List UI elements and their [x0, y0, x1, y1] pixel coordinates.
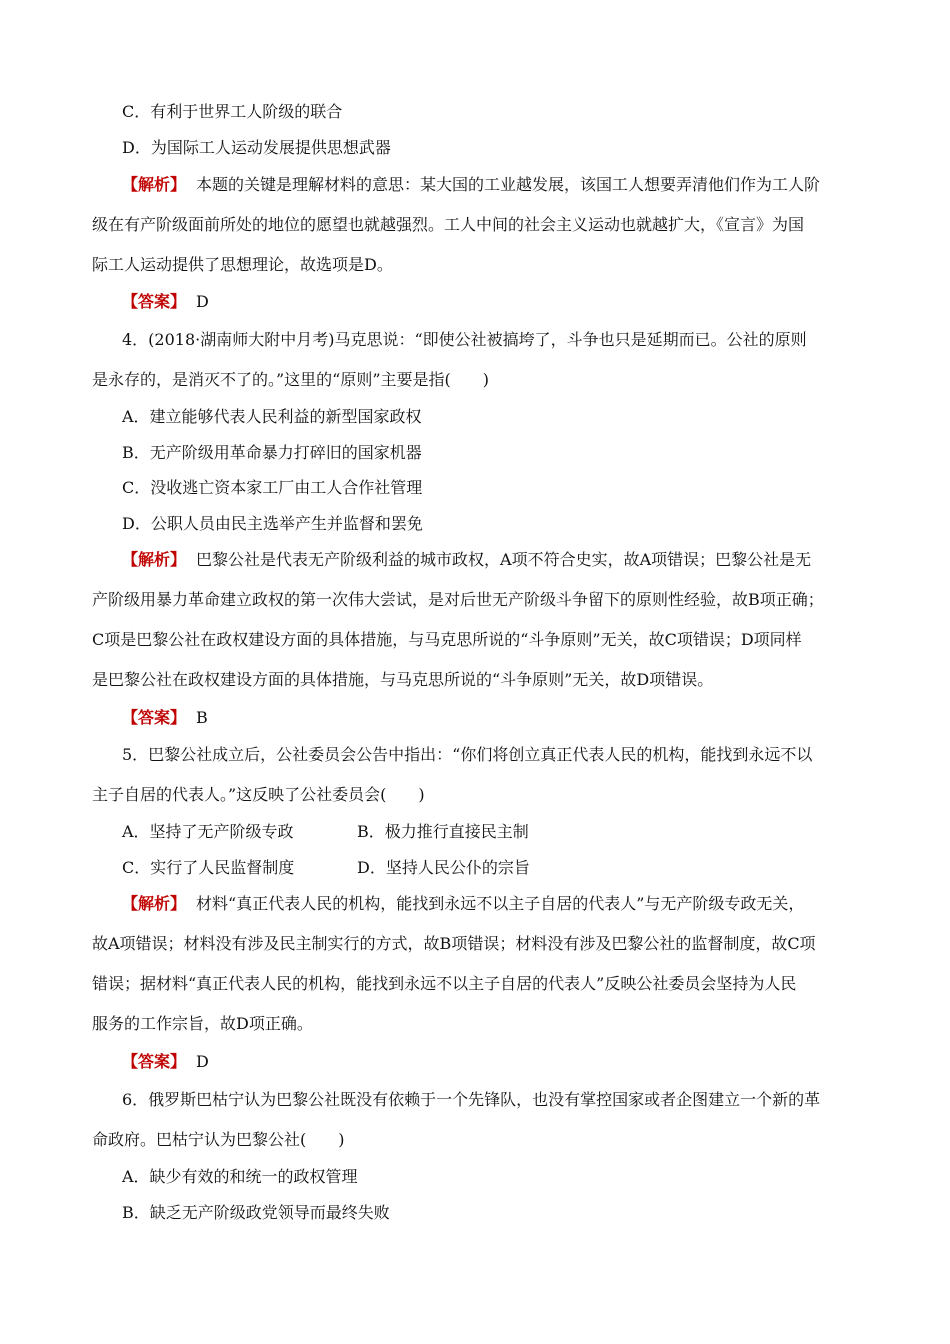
q3-analysis-line-1: 【解析】 本题的关键是理解材料的意思：某大国的工业越发展，该国工人想要弄清他们作为工人阶	[122, 175, 821, 194]
q5-analysis-line-2: 故A项错误；材料没有涉及民主制实行的方式，故B项错误；材料没有涉及巴黎公社的监督制度，故C项	[92, 934, 816, 953]
q3-analysis-line-3: 际工人运动提供了思想理论，故选项是D。	[92, 255, 393, 274]
q4-option-c: C．没收逃亡资本家工厂由工人合作社管理	[122, 478, 423, 497]
analysis-tag: 【解析】	[122, 175, 187, 194]
analysis-tag: 【解析】	[122, 894, 187, 913]
q5-options-row-1	[122, 822, 529, 842]
q4-answer-value: B	[196, 708, 208, 727]
q4-stem-line-1: 4．(2018·湖南师大附中月考)马克思说：“即使公社被搞垮了，斗争也只是延期而已。公社的原则	[122, 330, 807, 349]
q5-analysis-line-1: 【解析】 材料“真正代表人民的机构，能找到永远不以主子自居的代表人”与无产阶级专政无关，	[122, 894, 805, 913]
analysis-tag: 【解析】	[122, 550, 187, 569]
q5-option-b: B．极力推行直接民主制	[357, 822, 529, 841]
q4-option-d: D．公职人员由民主选举产生并监督和罢免	[122, 514, 423, 533]
q5-analysis-line-4: 服务的工作宗旨，故D项正确。	[92, 1014, 313, 1033]
q5-answer	[122, 1052, 862, 1072]
answer-tag: 【答案】	[122, 708, 187, 727]
q5-option-a: A．坚持了无产阶级专政	[122, 822, 294, 841]
q4-stem-line-2: 是永存的，是消灭不了的。”这里的“原则”主要是指( )	[92, 370, 490, 389]
q4-analysis-line-3: C项是巴黎公社在政权建设方面的具体措施，与马克思所说的“斗争原则”无关，故C项错误；D项同样	[92, 630, 802, 649]
q3-answer-value: D	[196, 292, 209, 311]
q6-stem-line-1: 6．俄罗斯巴枯宁认为巴黎公社既没有依赖于一个先锋队，也没有掌控国家或者企图建立一个新的革	[122, 1090, 821, 1109]
q4-option-b: B．无产阶级用革命暴力打碎旧的国家机器	[122, 443, 422, 462]
answer-tag: 【答案】	[122, 292, 187, 311]
q5-option-c: C．实行了人民监督制度	[122, 858, 295, 877]
q5-stem-line-1: 5．巴黎公社成立后，公社委员会公告中指出：“你们将创立真正代表人民的机构，能找到永远不以	[122, 745, 813, 764]
answer-tag: 【答案】	[122, 1052, 187, 1071]
q6-option-b: B．缺乏无产阶级政党领导而最终失败	[122, 1203, 390, 1222]
q4-analysis-line-2: 产阶级用暴力革命建立政权的第一次伟大尝试，是对后世无产阶级斗争留下的原则性经验，故B项正确；	[92, 590, 824, 609]
q5-analysis-line-3: 错误；据材料“真正代表人民的机构，能找到永远不以主子自居的代表人”反映公社委员会坚持为人民	[92, 974, 797, 993]
q5-stem-line-2: 主子自居的代表人。”这反映了公社委员会( )	[92, 785, 425, 804]
q5-options-row-2	[122, 858, 530, 878]
q3-option-d: D．为国际工人运动发展提供思想武器	[122, 138, 391, 157]
q4-analysis-line-1: 【解析】 巴黎公社是代表无产阶级利益的城市政权，A项不符合史实，故A项错误；巴黎公社是无	[122, 550, 812, 569]
q4-answer	[122, 708, 862, 728]
q3-analysis-line-2: 级在有产阶级面前所处的地位的愿望也就越强烈。工人中间的社会主义运动也就越扩大，《宣言》为国	[92, 215, 805, 234]
q5-answer-value: D	[196, 1052, 209, 1071]
q5-option-d: D．坚持人民公仆的宗旨	[357, 858, 530, 877]
q6-stem-line-2: 命政府。巴枯宁认为巴黎公社( )	[92, 1130, 345, 1149]
q6-option-a: A．缺少有效的和统一的政权管理	[122, 1167, 358, 1186]
q4-analysis-line-4: 是巴黎公社在政权建设方面的具体措施，与马克思所说的“斗争原则”无关，故D项错误。	[92, 670, 714, 689]
q4-option-a: A．建立能够代表人民利益的新型国家政权	[122, 407, 422, 426]
q3-answer	[122, 292, 862, 312]
q3-option-c: C．有利于世界工人阶级的联合	[122, 102, 343, 121]
